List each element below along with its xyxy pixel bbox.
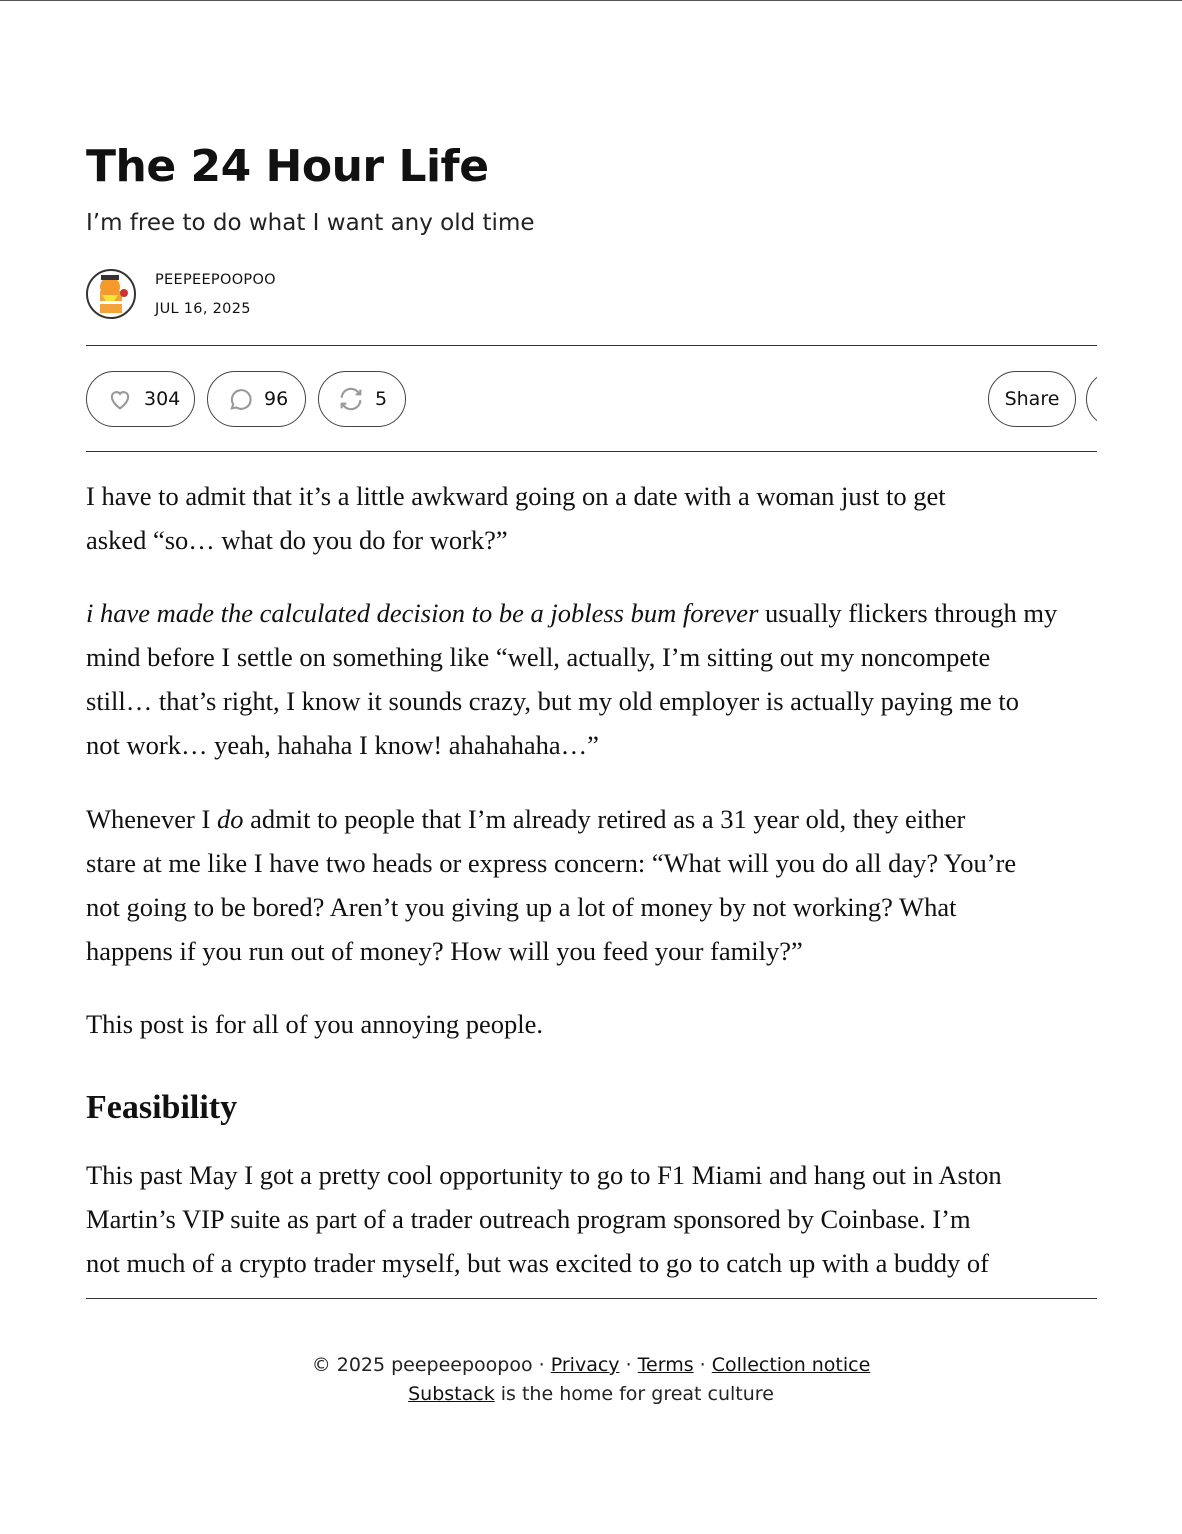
paragraph-line: [86, 804, 965, 835]
post-body: [86, 471, 1097, 1301]
author-name[interactable]: PEEPEEPOOPOO: [155, 272, 276, 288]
substack-link[interactable]: Substack: [408, 1383, 495, 1405]
post-subtitle: I’m free to do what I want any old time: [86, 210, 535, 236]
more-button[interactable]: [1086, 371, 1097, 429]
comment-icon: [226, 385, 254, 413]
italic-text: do: [216, 804, 244, 834]
paragraph-line: not much of a crypto trader myself, but was excited to go to catch up with a buddy of: [86, 1248, 989, 1278]
share-button[interactable]: [988, 371, 1076, 427]
avatar[interactable]: [86, 269, 136, 319]
divider: [86, 345, 1097, 346]
collection-notice-link[interactable]: Collection notice: [711, 1354, 871, 1376]
post-title: The 24 Hour Life: [86, 141, 489, 192]
privacy-link[interactable]: Privacy: [550, 1354, 620, 1376]
section-heading: Feasibility: [86, 1089, 238, 1126]
text: usually flickers through my: [758, 598, 1058, 628]
paragraph-line: asked “so… what do you do for work?”: [86, 525, 508, 555]
paragraph-line: This post is for all of you annoying people.: [86, 1009, 544, 1039]
separator: ·: [693, 1354, 712, 1376]
paragraph-line: Martin’s VIP suite as part of a trader outreach program sponsored by Coinbase. I’m: [86, 1204, 971, 1234]
post-date: JUL 16, 2025: [155, 301, 251, 317]
comment-count: 96: [264, 388, 289, 410]
paragraph-line: not work… yeah, hahaha I know! ahahahaha…”: [86, 730, 599, 760]
paragraph-line: [86, 598, 1057, 629]
terms-link[interactable]: Terms: [637, 1354, 694, 1376]
text: admit to people that I’m already retired as a 31 year old, they either: [243, 804, 966, 834]
like-count: 304: [144, 388, 181, 410]
paragraph-line: happens if you run out of money? How will you feed your family?”: [86, 936, 803, 966]
italic-text: i have made the calculated decision to be a jobless bum forever: [86, 598, 759, 628]
share-label: Share: [1004, 388, 1060, 410]
tagline: is the home for great culture: [494, 1383, 774, 1405]
heart-icon: [106, 385, 134, 413]
paragraph-line: I have to admit that it’s a little awkward going on a date with a woman just to get: [86, 481, 946, 511]
divider: [86, 451, 1097, 452]
paragraph-line: still… that’s right, I know it sounds crazy, but my old employer is actually paying me to: [86, 686, 1019, 716]
text: Whenever I: [86, 804, 217, 834]
copyright: © 2025 peepeepoopoo ·: [311, 1354, 551, 1376]
paragraph-line: mind before I settle on something like “well, actually, I’m sitting out my noncompete: [86, 642, 991, 672]
comment-button[interactable]: [207, 371, 306, 427]
footer: [0, 1351, 1182, 1409]
paragraph-line: not going to be bored? Aren’t you giving up a lot of money by not working? What: [86, 892, 957, 922]
paragraph-line: This past May I got a pretty cool opportunity to go to F1 Miami and hang out in Aston: [86, 1160, 1002, 1190]
like-button[interactable]: [86, 371, 195, 427]
divider: [86, 1298, 1097, 1299]
restack-icon: [337, 385, 365, 413]
separator: ·: [619, 1354, 638, 1376]
restack-count: 5: [375, 388, 388, 410]
restack-button[interactable]: [318, 371, 406, 427]
paragraph-line: stare at me like I have two heads or express concern: “What will you do all day? You’re: [86, 848, 1017, 878]
